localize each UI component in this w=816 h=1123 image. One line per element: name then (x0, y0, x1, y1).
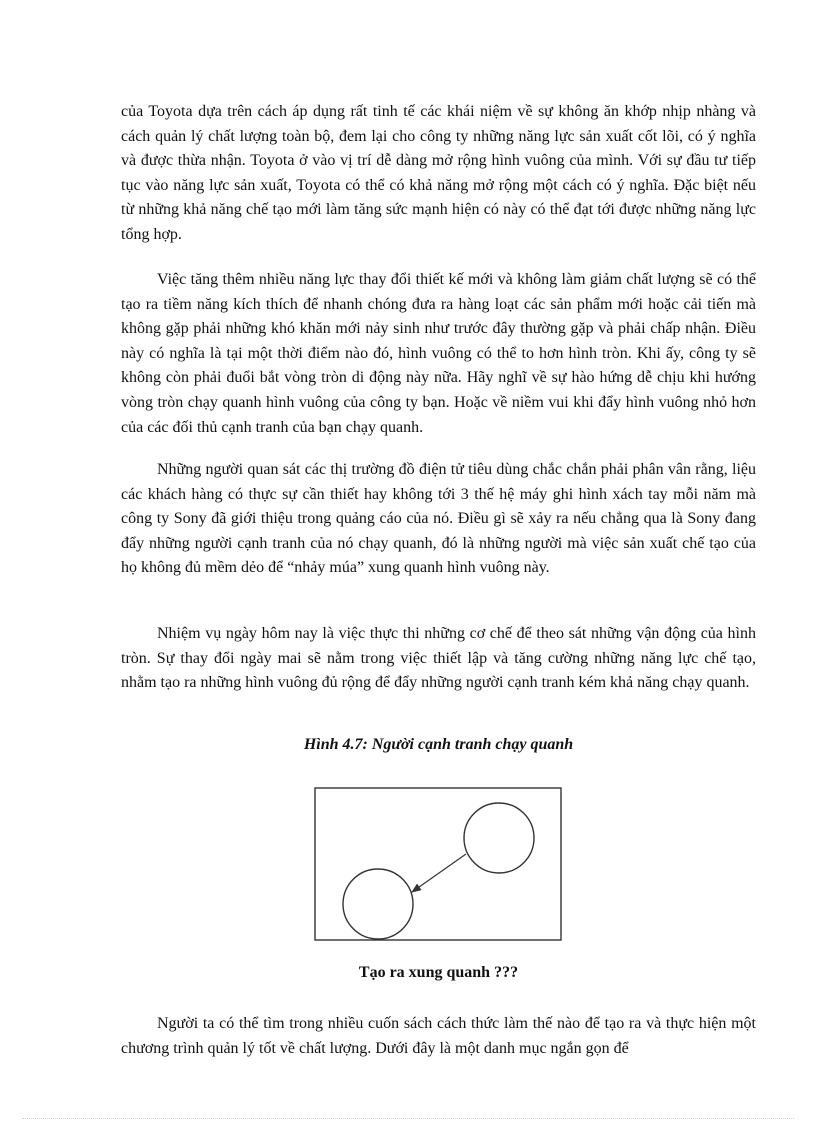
paragraph-4: Nhiệm vụ ngày hôm nay là việc thực thi những cơ chế để theo sát những vận động của hình tròn. Sự thay đổi ngày mai sẽ nằm trong việc thiết lập và tăng cường những năng lực chế tạo, nhằm tạo ra những hình vuông đủ rộng để đẩy những người cạnh tranh kém khả năng chạy quanh. (121, 625, 756, 692)
large-circle (464, 803, 534, 873)
movement-arrow (412, 854, 466, 892)
figure-title: Hình 4.7: Người cạnh tranh chạy quanh (303, 736, 574, 753)
figure-label: Tạo ra xung quanh ??? (358, 964, 519, 981)
paragraph-5: Người ta có thể tìm trong nhiều cuốn sách cách thức làm thế nào để tạo ra và thực hiện một chương trình quản lý tốt về chất lượng. Dưới đây là một danh mục ngắn gọn để (121, 1015, 756, 1057)
page-footer-divider (22, 1118, 794, 1119)
paragraph-2: Việc tăng thêm nhiều năng lực thay đổi thiết kế mới và không làm giảm chất lượng sẽ có thể tạo ra tiềm năng kích thích để nhanh chóng đưa ra hàng loạt các sản phẩm mới hoặc cải tiến mà không gặp phải những khó khăn mới nảy sinh như trước đây thường gặp và phải chấp nhận. Điều này có nghĩa là tại một thời điểm nào đó, hình vuông có thể to hơn hình tròn. Khi ấy, công ty sẽ không còn phải đuổi bắt vòng tròn di động này nữa. Hãy nghĩ về sự hào hứng dễ chịu khi hướng vòng tròn chạy quanh hình vuông của công ty bạn. Hoặc về niềm vui khi đẩy hình vuông nhỏ hơn của các đối thủ cạnh tranh của bạn chạy quanh. (121, 271, 756, 436)
square-shape (315, 788, 561, 940)
paragraph-3: Những người quan sát các thị trường đồ điện tử tiêu dùng chắc chắn phải phân vân rằng, liệu các khách hàng có thực sự cần thiết hay không tới 3 thế hệ máy ghi hình xách tay mỗi năm mà công ty Sony đã giới thiệu trong quảng cáo của nó. Điều gì sẽ xảy ra nếu chẳng qua là Sony đang đẩy những người cạnh tranh của nó chạy quanh, đó là những người mà việc sản xuất chế tạo của họ không đủ mềm dẻo để “nhảy múa” xung quanh hình vuông này. (121, 461, 756, 577)
small-circle (343, 869, 413, 939)
paragraph-1: của Toyota dựa trên cách áp dụng rất tinh tế các khái niệm về sự không ăn khớp nhịp nhàng và cách quản lý chất lượng toàn bộ, đem lại cho công ty những năng lực sản xuất cốt lõi, có ý nghĩa và được thừa nhận. Toyota ở vào vị trí dễ dàng mở rộng hình vuông của mình. Với sự đầu tư tiếp tục vào năng lực sản xuất, Toyota có thể có khả năng mở rộng một cách có ý nghĩa. Đặc biệt nếu từ những khả năng chế tạo mới làm tăng sức mạnh hiện có này có thể đạt tới được những năng lực tổng hợp. (121, 103, 756, 243)
figure-diagram (314, 787, 562, 941)
